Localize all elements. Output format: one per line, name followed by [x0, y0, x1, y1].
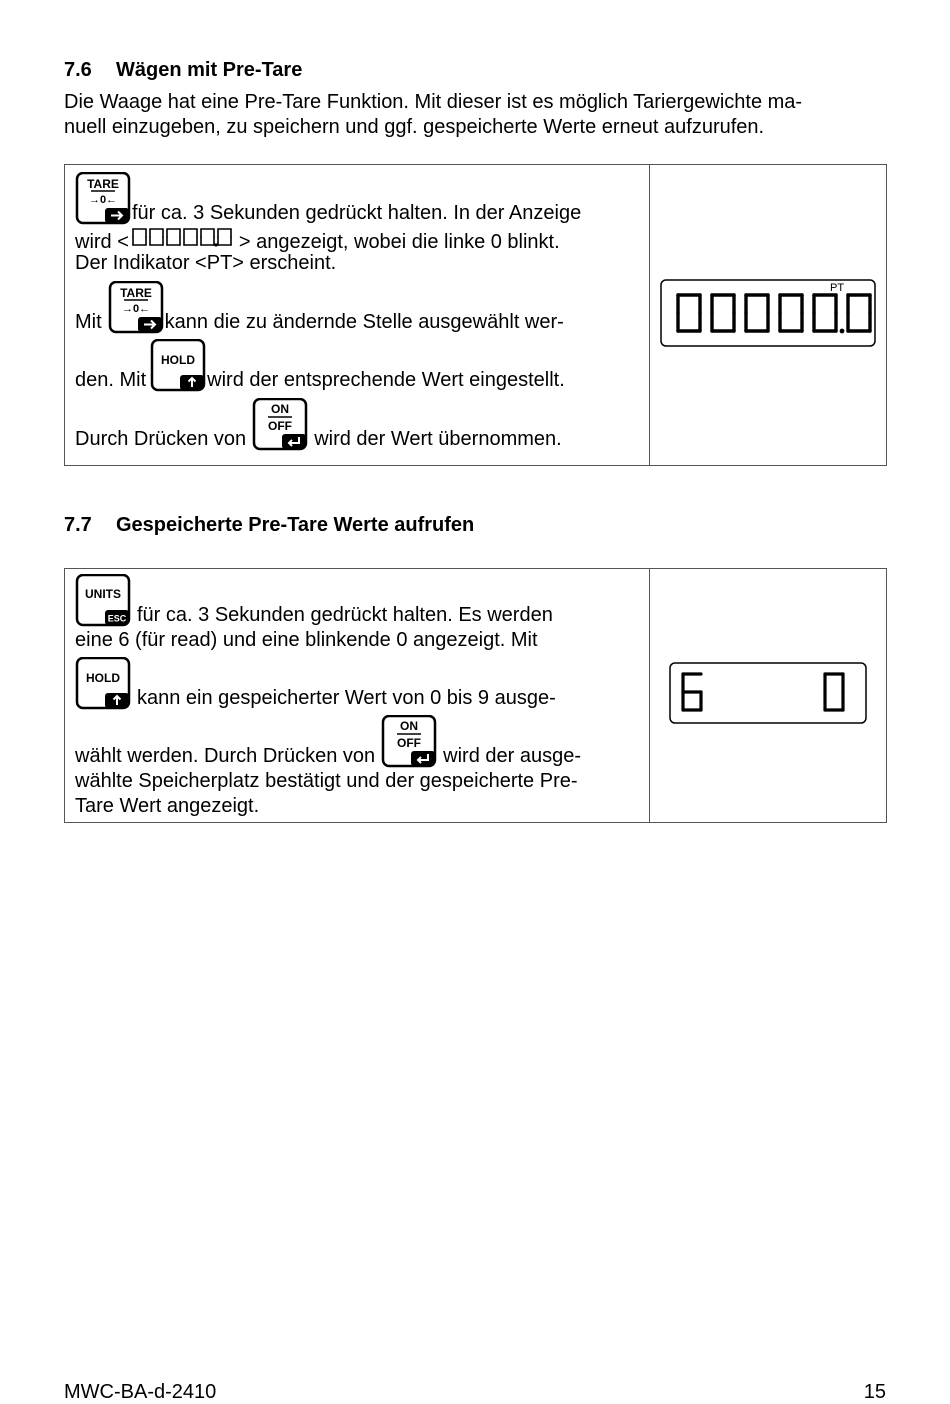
page-number: 15 — [863, 1381, 886, 1403]
instruction-text: wird der entsprechende Wert eingestellt. — [207, 369, 565, 391]
instruction-text: Durch Drücken von — [75, 428, 247, 450]
hold-key-label: HOLD — [86, 671, 120, 685]
tare-key-icon — [108, 281, 164, 335]
instruction-text: Mit — [75, 311, 102, 333]
pre-tare-instruction-table — [64, 164, 887, 466]
hold-key-icon — [150, 339, 206, 393]
on-off-key-icon — [252, 398, 308, 452]
lcd-digit — [167, 229, 180, 245]
instruction-text: wird der ausge- — [443, 745, 581, 767]
tare-key-zero: →0← — [121, 303, 150, 315]
instruction-text-cell — [65, 165, 650, 466]
instruction-line — [75, 393, 639, 452]
instruction-line: wählte Speicherplatz bestätigt und der gespeicherte Pre- — [75, 770, 578, 792]
instruction-line — [75, 711, 639, 769]
document-id: MWC-BA-d-2410 — [64, 1381, 217, 1403]
display-cell — [650, 569, 887, 823]
lcd-display-pt — [660, 279, 876, 352]
tare-key-label: TARE — [119, 286, 152, 300]
lcd-digit — [133, 229, 146, 245]
section-title: Wägen mit Pre-Tare — [116, 59, 303, 81]
units-key-label: UNITS — [85, 587, 121, 601]
lcd-display-read — [669, 662, 867, 729]
instruction-text: wird der Wert übernommen. — [314, 428, 562, 450]
tare-key-label: TARE — [87, 177, 119, 191]
lcd-digit — [218, 229, 231, 245]
units-key-icon — [75, 574, 131, 628]
intro-line: Die Waage hat eine Pre-Tare Funktion. Mit dieser ist es möglich Tariergewichte ma- — [64, 91, 803, 113]
instruction-line: Der Indikator <PT> erscheint. — [75, 252, 337, 274]
instruction-text: kann die zu ändernde Stelle ausgewählt wer- — [164, 311, 564, 333]
lcd-digit — [184, 229, 197, 245]
instruction-line — [75, 169, 639, 226]
on-key-label: ON — [400, 719, 419, 733]
tare-key-icon — [75, 172, 131, 226]
instruction-text: den. Mit — [75, 369, 147, 391]
intro-paragraph — [64, 90, 884, 140]
instruction-line — [75, 335, 639, 393]
instruction-line — [75, 573, 639, 628]
section-heading-7-7 — [64, 514, 474, 537]
lcd-digit — [150, 229, 163, 245]
instruction-text: kann ein gespeicherter Wert von 0 bis 9 ausge- — [137, 687, 556, 709]
decimal-point — [840, 328, 845, 333]
lcd-digit — [201, 229, 214, 245]
decimal-point — [214, 243, 217, 246]
instruction-line — [75, 653, 639, 711]
instruction-text: wird < — [75, 231, 129, 253]
instruction-line: eine 6 (für read) und eine blinkende 0 angezeigt. Mit — [75, 629, 538, 651]
pt-indicator: PT — [830, 281, 845, 294]
recall-pre-tare-table — [64, 568, 887, 823]
off-key-label: OFF — [268, 419, 293, 433]
section-heading-7-6 — [64, 59, 302, 82]
instruction-line — [75, 226, 639, 251]
instruction-text: > angezeigt, wobei die linke 0 blinkt. — [238, 231, 560, 253]
hold-key-icon — [75, 657, 131, 711]
section-title: Gespeicherte Pre-Tare Werte aufrufen — [116, 514, 475, 536]
hold-key-label: HOLD — [161, 353, 196, 367]
on-off-key-icon — [381, 715, 437, 769]
esc-label: ESC — [107, 613, 127, 624]
instruction-text: wählt werden. Durch Drücken von — [75, 745, 376, 767]
on-key-label: ON — [271, 402, 290, 416]
instruction-text-cell — [65, 569, 650, 823]
section-number: 7.7 — [64, 514, 92, 536]
instruction-line — [75, 276, 639, 335]
section-number: 7.6 — [64, 59, 92, 81]
display-cell — [650, 165, 887, 466]
instruction-text: für ca. 3 Sekunden gedrückt halten. In der Anzeige — [132, 202, 582, 224]
off-key-label: OFF — [397, 736, 422, 750]
instruction-text: für ca. 3 Sekunden gedrückt halten. Es werden — [137, 604, 553, 626]
instruction-line: Tare Wert angezeigt. — [75, 795, 260, 817]
intro-line: nuell einzugeben, zu speichern und ggf. gespeicherte Werte erneut aufzurufen. — [64, 116, 765, 138]
tare-key-zero: →0← — [88, 194, 118, 206]
